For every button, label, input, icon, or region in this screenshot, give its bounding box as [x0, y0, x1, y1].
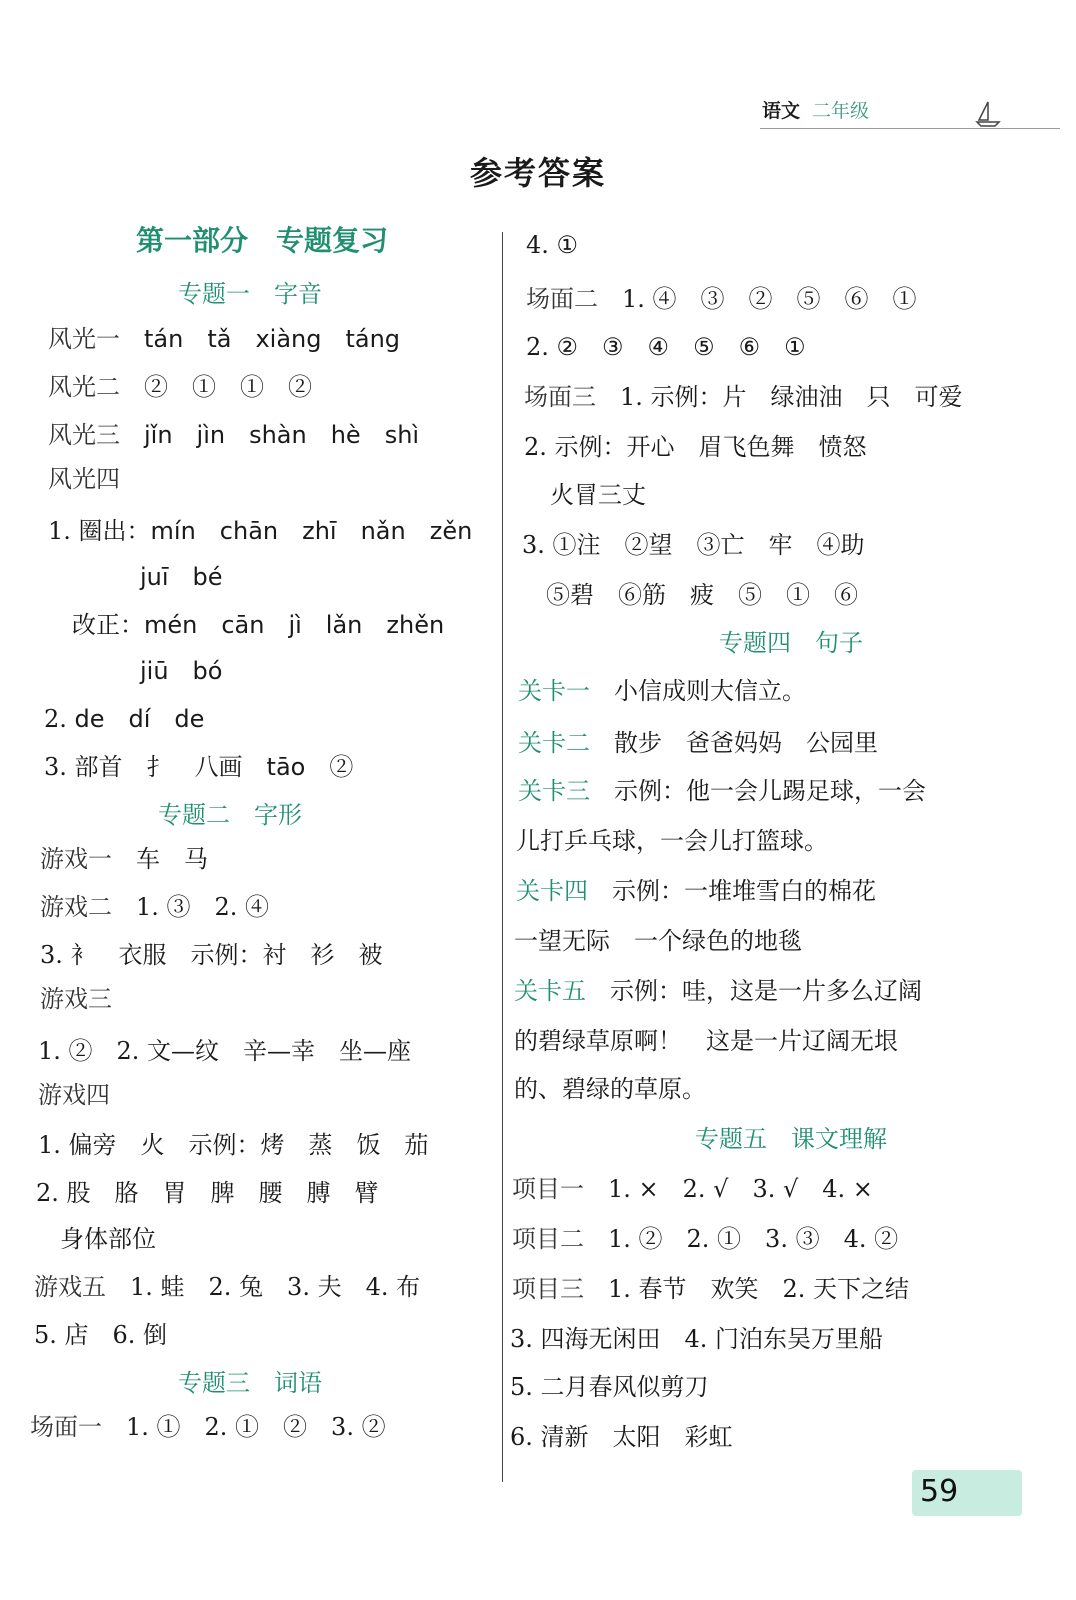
item-label: 游戏三: [40, 985, 112, 1013]
answer-text: 2. ② ③ ④ ⑤ ⑥ ①: [526, 333, 806, 361]
left-answer-line: [48, 420, 419, 450]
right-answer-line: [550, 480, 646, 510]
header-subject: 语文: [762, 100, 801, 122]
right-answer-line: [518, 776, 926, 806]
item-label: 关卡一: [518, 677, 590, 705]
right-answer-line: [524, 432, 867, 462]
pinyin-text: mén cān jì lǎn zhěn: [144, 611, 445, 639]
left-answer-line: [40, 984, 112, 1014]
right-answer-line: [512, 1274, 909, 1304]
answer-text: ②: [305, 753, 354, 781]
right-answer-line: [514, 1074, 706, 1104]
answer-text: 6. 清新 太阳 彩虹: [510, 1423, 733, 1451]
left-answer-line: [72, 610, 444, 640]
left-answer-line: [38, 1130, 429, 1160]
answer-text: 专题五 课文理解: [695, 1125, 887, 1153]
left-answer-line: [36, 1178, 379, 1208]
answer-text: 4. ①: [526, 231, 579, 259]
answer-text: 小信成则大信立。: [590, 677, 806, 705]
left-answer-line: [34, 1320, 167, 1350]
item-label: 游戏五: [34, 1273, 106, 1301]
answer-text: 专题一 字音: [178, 280, 322, 308]
pinyin-text: de dí de: [74, 705, 205, 733]
answer-text: 一望无际 一个绿色的地毯: [514, 927, 802, 955]
pinyin-text: tāo: [266, 753, 306, 781]
answer-text: 5. 二月春风似剪刀: [510, 1373, 709, 1401]
left-answer-line: [0, 800, 460, 830]
answer-text: 1. ① 2. ① ② 3. ②: [102, 1413, 386, 1441]
page-header: [762, 96, 869, 123]
right-answer-line: [512, 1174, 873, 1204]
right-answer-line: [506, 628, 1076, 658]
item-label: 场面一: [30, 1413, 102, 1441]
left-answer-line: [40, 940, 383, 970]
header-rule: [760, 128, 1060, 129]
right-answer-line: [514, 976, 922, 1006]
answer-text: 散步 爸爸妈妈 公园里: [590, 729, 878, 757]
left-answer-line: [30, 1412, 386, 1442]
item-label: 风光三: [48, 421, 120, 449]
right-answer-line: [546, 580, 858, 610]
answer-text: ② ① ① ②: [120, 373, 312, 401]
page-number: 59: [920, 1474, 959, 1509]
column-divider: [502, 232, 503, 1482]
sailboat-icon: [975, 100, 1001, 128]
item-label: 项目二: [512, 1225, 584, 1253]
item-label: 游戏四: [38, 1081, 110, 1109]
item-label: 场面二: [526, 285, 598, 313]
answer-text: 1. 春节 欢笑 2. 天下之结: [584, 1275, 910, 1303]
answer-text: 2. 股 胳 胃 脾 腰 膊 臂: [36, 1179, 379, 1207]
item-label: 风光四: [48, 465, 120, 493]
left-answer-line: [140, 562, 223, 592]
right-answer-line: [506, 1124, 1076, 1154]
answer-text: 专题四 句子: [719, 629, 863, 657]
answer-text: ⑤碧 ⑥筋 疲 ⑤ ① ⑥: [546, 581, 858, 609]
right-answer-line: [510, 1422, 733, 1452]
answer-text: 1. 偏旁 火 示例：烤 蒸 饭 茄: [38, 1131, 429, 1159]
left-answer-line: [48, 464, 120, 494]
left-answer-line: [44, 704, 204, 734]
item-label: 游戏一: [40, 845, 112, 873]
left-answer-line: [40, 892, 269, 922]
answer-text: 1. ② 2. ① 3. ③ 4. ②: [584, 1225, 899, 1253]
left-answer-line: [48, 324, 400, 354]
left-answer-line: [136, 226, 388, 256]
item-label: 项目一: [512, 1175, 584, 1203]
pinyin-text: mín chān zhī nǎn zěn: [150, 517, 473, 545]
answer-text: 示例：哇，这是一片多么辽阔: [586, 977, 922, 1005]
left-answer-line: [44, 752, 353, 782]
left-answer-line: [38, 1036, 411, 1066]
answer-text: 专题三 词语: [178, 1369, 322, 1397]
right-answer-line: [526, 284, 917, 314]
answer-text: 3. 部首 扌 八画: [44, 753, 267, 781]
left-answer-line: [40, 844, 208, 874]
right-answer-line: [524, 382, 963, 412]
answer-text: 3. ①注 ②望 ③亡 牢 ④助: [522, 531, 865, 559]
right-answer-line: [522, 530, 865, 560]
left-answer-line: [48, 516, 472, 546]
left-answer-line: [34, 1272, 420, 1302]
left-answer-line: [0, 1368, 500, 1398]
answer-text: 示例：一堆堆雪白的棉花: [588, 877, 876, 905]
left-answer-line: [48, 372, 312, 402]
answer-text: 1. ④ ③ ② ⑤ ⑥ ①: [598, 285, 917, 313]
left-answer-line: [0, 279, 500, 309]
item-label: 关卡五: [514, 977, 586, 1005]
item-label: 场面三: [524, 383, 596, 411]
answer-text: 3. 衤 衣服 示例：衬 衫 被: [40, 941, 383, 969]
answer-text: 第一部分 专题复习: [136, 224, 389, 257]
answer-text: 3. 四海无闲田 4. 门泊东吴万里船: [510, 1325, 884, 1353]
item-label: 风光一: [48, 325, 120, 353]
right-answer-line: [518, 676, 806, 706]
item-label: 关卡三: [518, 777, 590, 805]
right-answer-line: [526, 230, 578, 260]
left-answer-line: [140, 656, 222, 686]
answer-text: 1. 蛙 2. 兔 3. 夫 4. 布: [106, 1273, 421, 1301]
left-answer-line: [60, 1224, 156, 1254]
item-label: 关卡四: [516, 877, 588, 905]
right-answer-line: [516, 876, 876, 906]
answer-text: 1. 圈出：: [48, 517, 151, 545]
right-answer-line: [526, 332, 806, 362]
item-label: 项目三: [512, 1275, 584, 1303]
answer-text: 示例：他一会儿踢足球，一会: [590, 777, 926, 805]
right-answer-line: [514, 1026, 898, 1056]
answer-text: 2. 示例：开心 眉飞色舞 愤怒: [524, 433, 867, 461]
right-answer-line: [512, 1224, 898, 1254]
right-answer-line: [514, 926, 802, 956]
pinyin-text: tán tǎ xiàng táng: [120, 325, 401, 353]
answer-text: 的碧绿草原啊！ 这是一片辽阔无垠: [514, 1027, 898, 1055]
answer-text: 的、碧绿的草原。: [514, 1075, 706, 1103]
page-title: 参考答案: [469, 154, 606, 192]
item-label: 游戏二: [40, 893, 112, 921]
answer-text: 1. ② 2. 文—纹 辛—幸 坐—座: [38, 1037, 412, 1065]
right-answer-line: [510, 1372, 709, 1402]
pinyin-text: jiū bó: [140, 657, 223, 685]
header-grade: 二年级: [812, 100, 870, 122]
answer-text: 火冒三丈: [550, 481, 646, 509]
answer-text: 专题二 字形: [158, 801, 302, 829]
pinyin-text: juī bé: [140, 563, 223, 591]
answer-text: 1. × 2. √ 3. √ 4. ×: [584, 1175, 873, 1203]
right-answer-line: [516, 826, 828, 856]
answer-text: 身体部位: [60, 1225, 156, 1253]
answer-text: 1. 示例：片 绿油油 只 可爱: [596, 383, 963, 411]
right-answer-line: [510, 1324, 883, 1354]
answer-text: 车 马: [112, 845, 208, 873]
answer-text: 儿打乒乓球，一会儿打篮球。: [516, 827, 828, 855]
item-label: 风光二: [48, 373, 120, 401]
left-answer-line: [38, 1080, 110, 1110]
answer-text: 1. ③ 2. ④: [112, 893, 270, 921]
item-label: 关卡二: [518, 729, 590, 757]
answer-text: 5. 店 6. 倒: [34, 1321, 168, 1349]
pinyin-text: jǐn jìn shàn hè shì: [120, 421, 420, 449]
right-answer-line: [518, 728, 878, 758]
answer-text: 改正：: [72, 611, 144, 639]
answer-text: 2.: [44, 705, 75, 733]
